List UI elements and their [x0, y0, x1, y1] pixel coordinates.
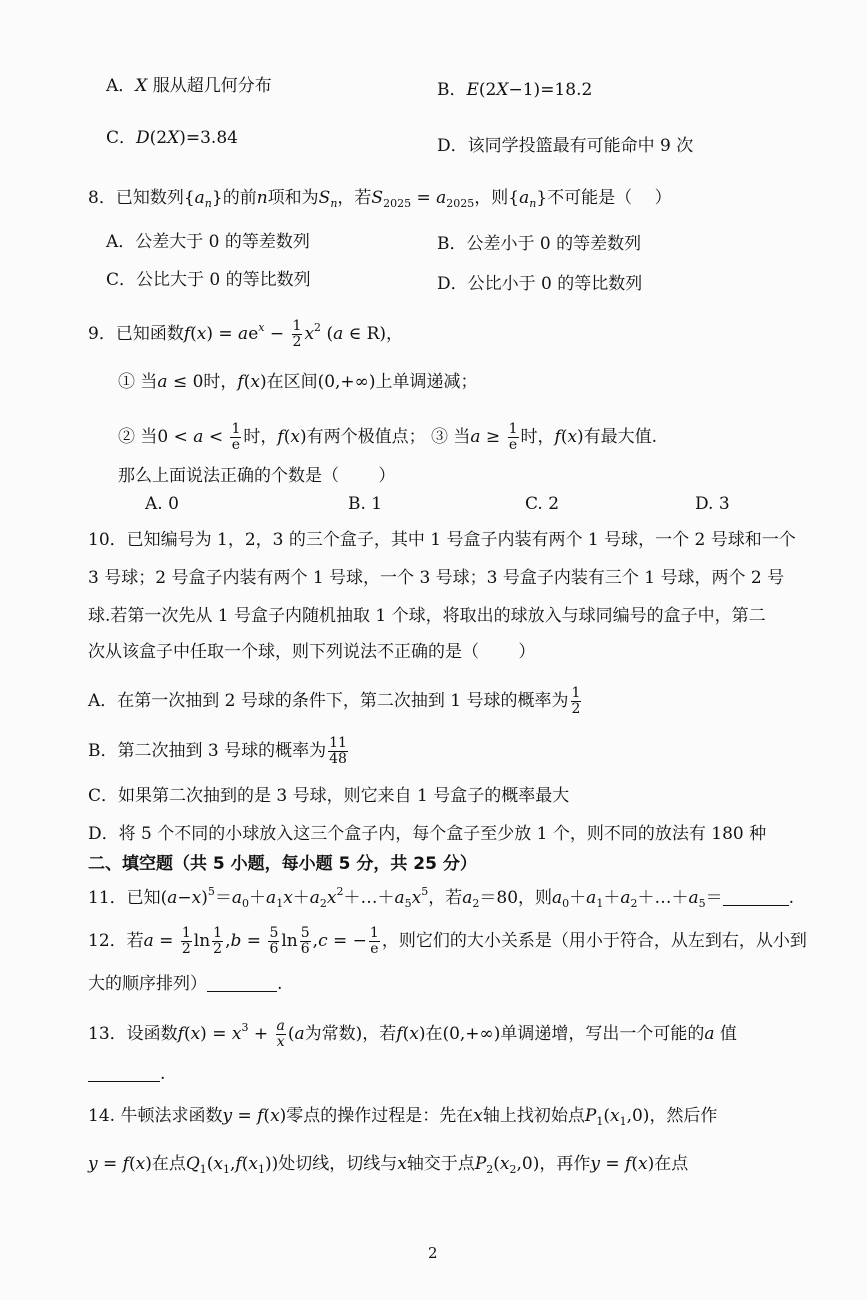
- q7-option-d: D．该同学投篮最有可能命中 9 次: [437, 136, 694, 156]
- q7-option-c: C．D(2X)=3.84: [106, 128, 238, 148]
- q9-question: 那么上面说法正确的个数是（ ）: [118, 466, 396, 486]
- q14-line-1: 14. 牛顿法求函数y = f(x)零点的操作过程是：先在x轴上找初始点$P_1(x_1,0)$，然后作: [88, 1106, 718, 1128]
- q9-option-b: B. 1: [348, 494, 383, 514]
- q9-option-c: C. 2: [525, 494, 560, 514]
- q7-option-b: B．E(2X−1)=18.2: [437, 80, 593, 100]
- q10-option-d: D．将 5 个不同的小球放入这三个盒子内，每个盒子至少放 1 个，则不同的放法有 180 种: [88, 824, 767, 844]
- q11-answer-blank[interactable]: [723, 889, 789, 906]
- q10-line-4: 次从该盒子中任取一个球，则下列说法不正确的是（ ）: [88, 642, 536, 662]
- q12-stem: 12．若a = $\frac{1}{2}$ ln $\frac{1}{2}$ ,b = $\frac{5}{6}$ ln $\frac{5}{6}$ ,c = − $\frac{1}{e}$ ，则它们的大小关系是（用小于符合，从左到右，从小到: [88, 925, 807, 957]
- q9-option-d: D. 3: [695, 494, 730, 514]
- q10-option-b: B．第二次抽到 3 号球的概率为 $\frac{11}{48}$: [88, 735, 347, 767]
- q9-stem: 9．已知函数$f(x) = ae^x$ − $\frac{1}{2}$ $x^2$ (a ∈ R)，: [88, 318, 404, 350]
- q10-line-3: 球.若第一次先从 1 号盒子内随机抽取 1 个球，将取出的球放入与球同编号的盒子中，第二: [88, 606, 766, 626]
- q10-line-1: 10．已知编号为 1，2，3 的三个盒子，其中 1 号盒子内装有两个 1 号球，一个 2 号球和一个: [88, 530, 796, 550]
- q8-option-d: D．公比小于 0 的等比数列: [437, 274, 643, 294]
- q13-stem: 13．设函数$f(x) = x^3$ + $\frac{a}{x}$ (a为常数)，若f(x)在(0,+∞)单调递增，写出一个可能的a 值: [88, 1018, 737, 1050]
- q10-line-2: 3 号球；2 号盒子内装有两个 1 号球，一个 3 号球；3 号盒子内装有三个 1 号球，两个 2 号: [88, 568, 785, 588]
- q12-line-2: 大的顺序排列） .: [88, 974, 283, 994]
- q8-option-a: A．公差大于 0 的等差数列: [106, 232, 310, 252]
- q8-stem: 8．已知数列$\{a_n\}$的前n项和为$S_n$，若$S_{2025} = a_{2025}$，则$\{a_n\}$不可能是（ ）: [88, 188, 672, 210]
- section-fill-in-heading: 二、填空题（共 5 小题，每小题 5 分，共 25 分）: [88, 854, 477, 874]
- q8-option-c: C．公比大于 0 的等比数列: [106, 270, 311, 290]
- q9-option-a: A. 0: [145, 494, 179, 514]
- page-number: 2: [428, 1244, 438, 1262]
- q13-answer-blank[interactable]: [88, 1065, 160, 1082]
- q10-option-a: A．在第一次抽到 2 号球的条件下，第二次抽到 1 号球的概率为 $\frac{1}{2}$: [88, 685, 581, 717]
- q9-statement-1: ① 当a ≤ 0时，f(x)在区间(0,+∞)上单调递减；: [118, 372, 478, 392]
- q8-option-b: B．公差小于 0 的等差数列: [437, 234, 642, 254]
- q13-answer-line: .: [88, 1062, 165, 1086]
- q7-option-a: A．X 服从超几何分布: [106, 76, 272, 96]
- q12-answer-blank[interactable]: [207, 975, 277, 992]
- q10-option-c: C．如果第二次抽到的是 3 号球，则它来自 1 号盒子的概率最大: [88, 786, 570, 806]
- q14-line-2: y = f(x)在点$Q_1(x_1,f(x_1))$处切线，切线与x轴交于点$P_2(x_2,0)$，再作y = f(x)在点: [88, 1154, 689, 1176]
- q11-stem: 11．已知$(a-x)^5=a_0+a_1x+a_2x^2+\dots+a_5x^5$，若$a_2=80$，则$a_0+a_1+a_2+\dots+a_5=$ .: [88, 885, 794, 910]
- q9-statement-2-3: ② 当0 < a < $\frac{1}{e}$ 时，f(x)有两个极值点； ③ 当a ≥ $\frac{1}{e}$ 时，f(x)有最大值.: [118, 421, 658, 453]
